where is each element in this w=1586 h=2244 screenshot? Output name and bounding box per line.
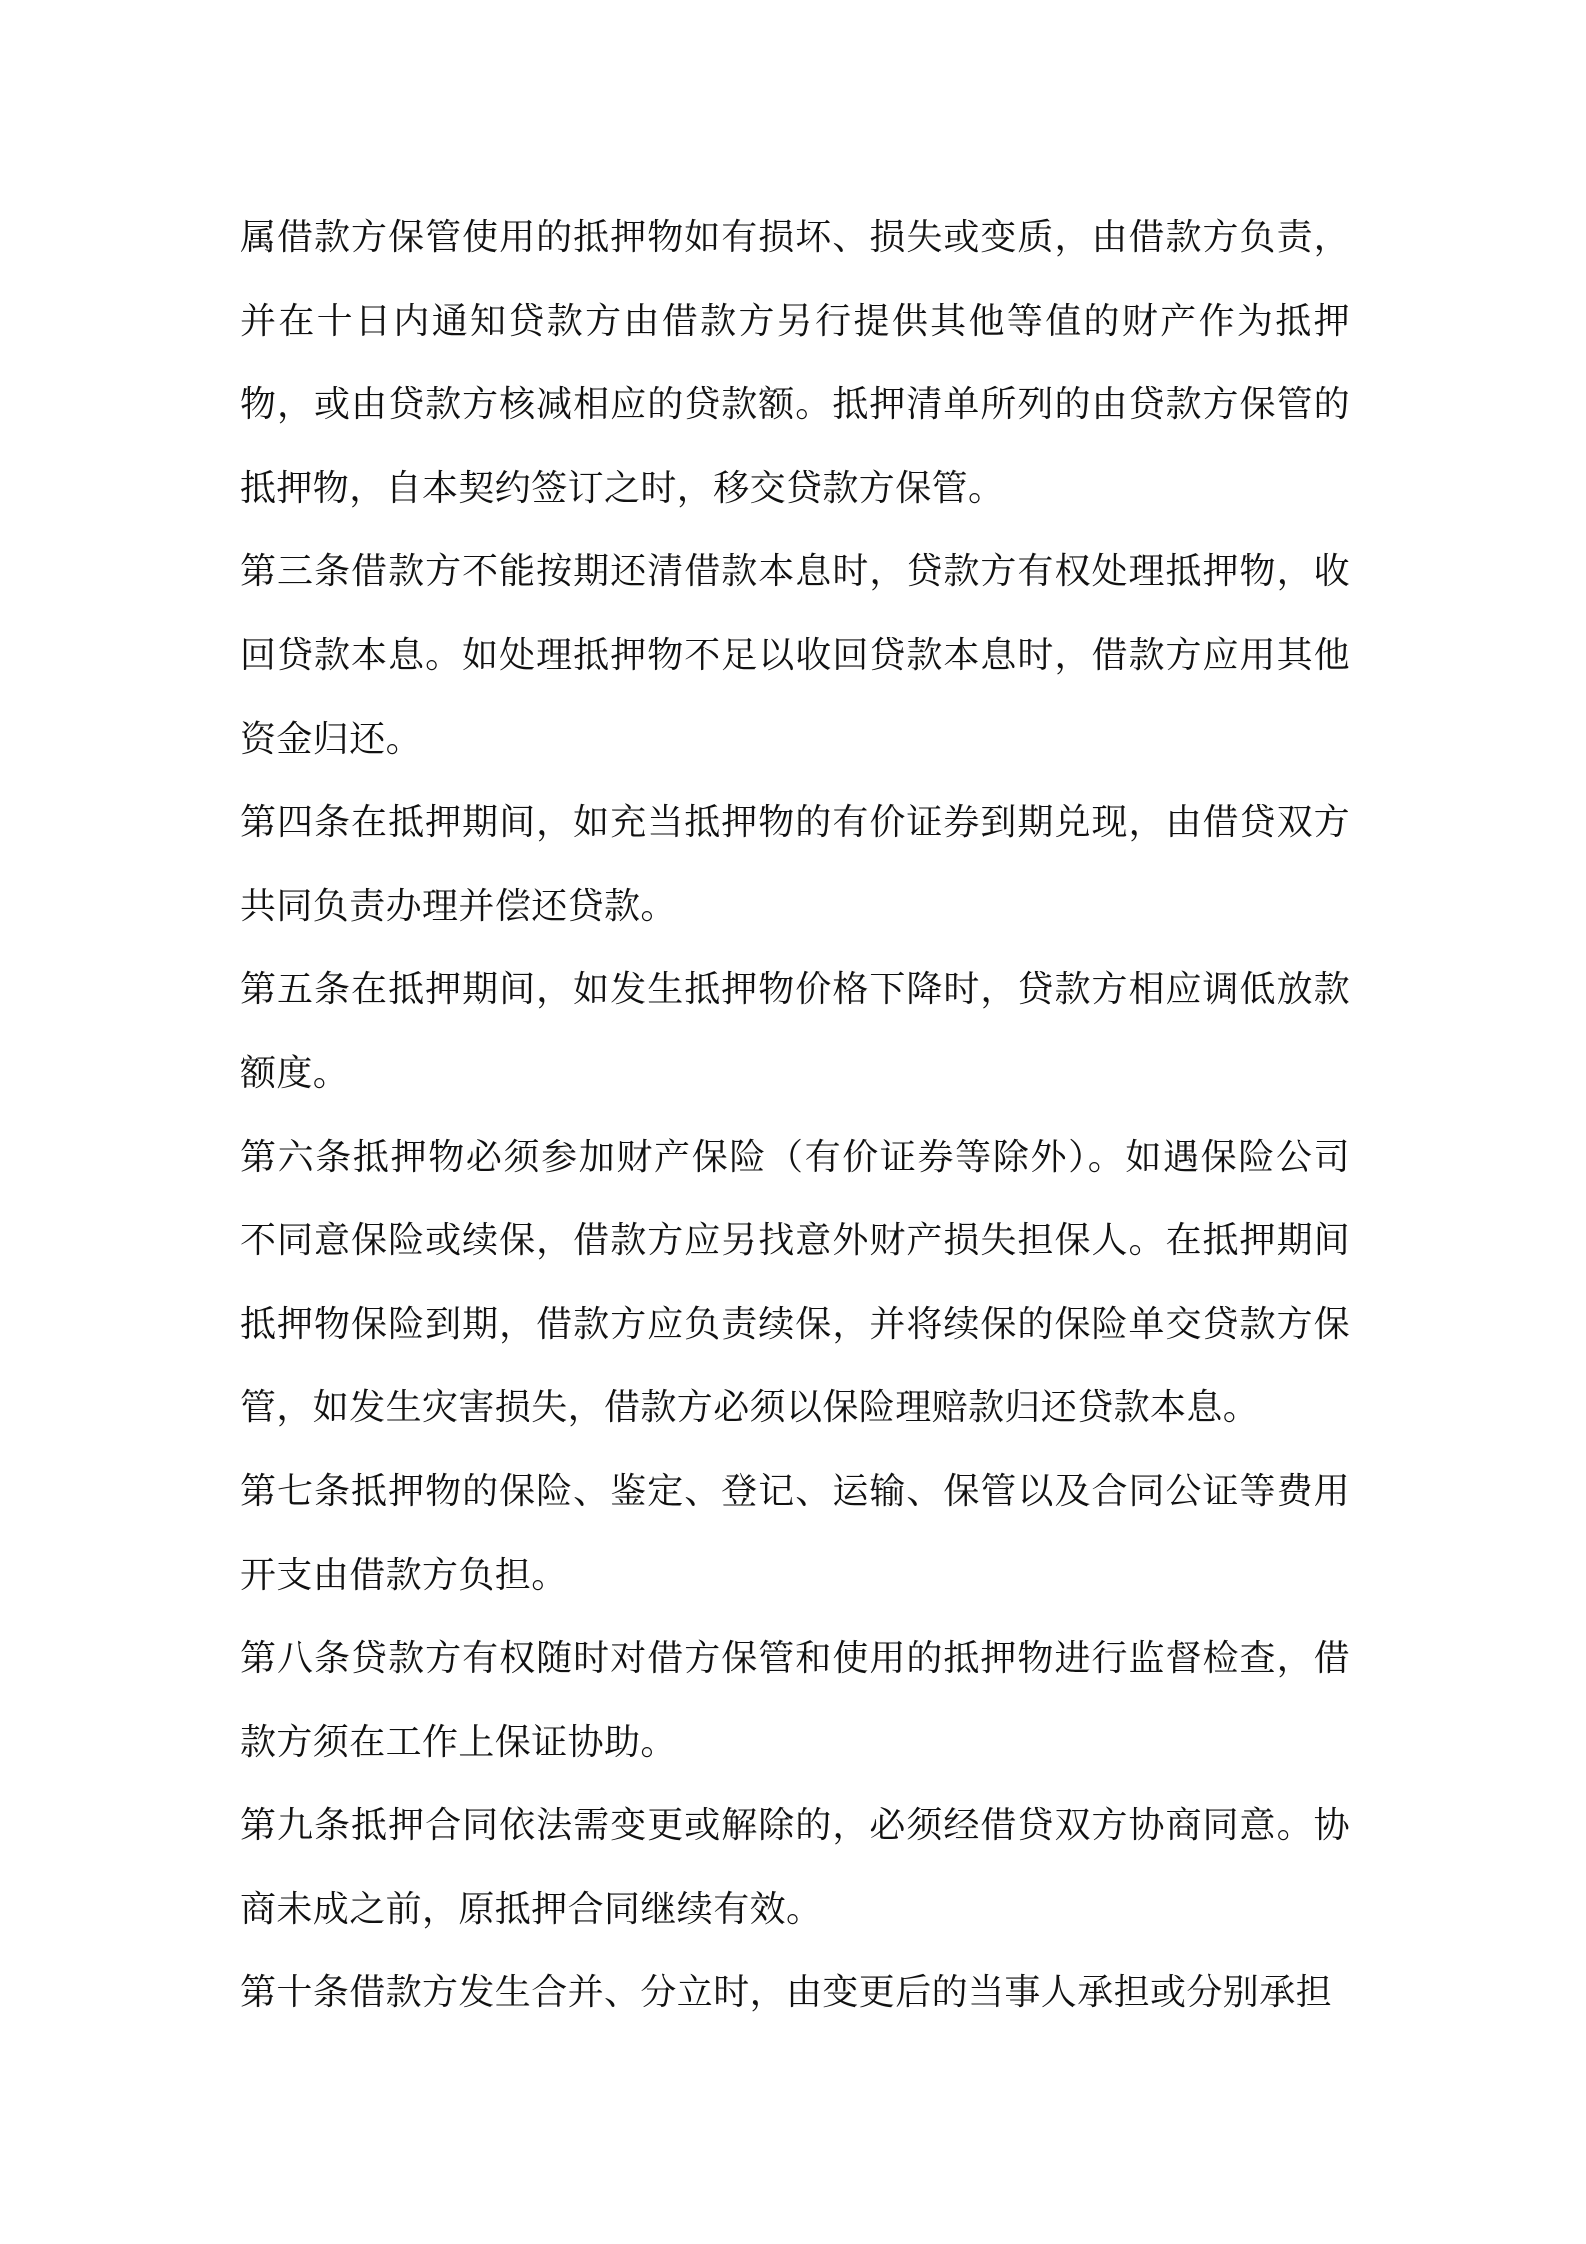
- paragraph-article-3: 第三条借款方不能按期还清借款本息时，贷款方有权处理抵押物，收回贷款本息。如处理抵押物不足以收回贷款本息时，借款方应用其他资金归还。: [240, 551, 1350, 760]
- paragraph-custody-of-collateral: 属借款方保管使用的抵押物如有损坏、损失或变质，由借款方负责，并在十日内通知贷款方由借款方另行提供其他等值的财产作为抵押物，或由贷款方核减相应的贷款额。抵押清单所列的由贷款方保管的抵押物，自本契约签订之时，移交贷款方保管。: [240, 217, 1350, 509]
- paragraph-article-5: 第五条在抵押期间，如发生抵押物价格下降时，贷款方相应调低放款额度。: [240, 969, 1350, 1094]
- paragraph-article-6: 第六条抵押物必须参加财产保险（有价证券等除外）。如遇保险公司不同意保险或续保，借款方应另找意外财产损失担保人。在抵押期间抵押物保险到期，借款方应负责续保，并将续保的保险单交贷款方保管，如发生灾害损失，借款方必须以保险理赔款归还贷款本息。: [240, 1136, 1350, 1429]
- document-body: [240, 196, 1350, 2035]
- paragraph-article-8: 第八条贷款方有权随时对借方保管和使用的抵押物进行监督检查，借款方须在工作上保证协助。: [240, 1638, 1350, 1763]
- paragraph-article-7: 第七条抵押物的保险、鉴定、登记、运输、保管以及合同公证等费用开支由借款方负担。: [240, 1470, 1350, 1596]
- paragraph-article-4: 第四条在抵押期间，如充当抵押物的有价证券到期兑现，由借贷双方共同负责办理并偿还贷款。: [240, 802, 1350, 927]
- paragraph-article-9: 第九条抵押合同依法需变更或解除的，必须经借贷双方协商同意。协商未成之前，原抵押合同继续有效。: [240, 1805, 1350, 1930]
- paragraph-article-10: 第十条借款方发生合并、分立时，由变更后的当事人承担或分别承担: [240, 1972, 1333, 2014]
